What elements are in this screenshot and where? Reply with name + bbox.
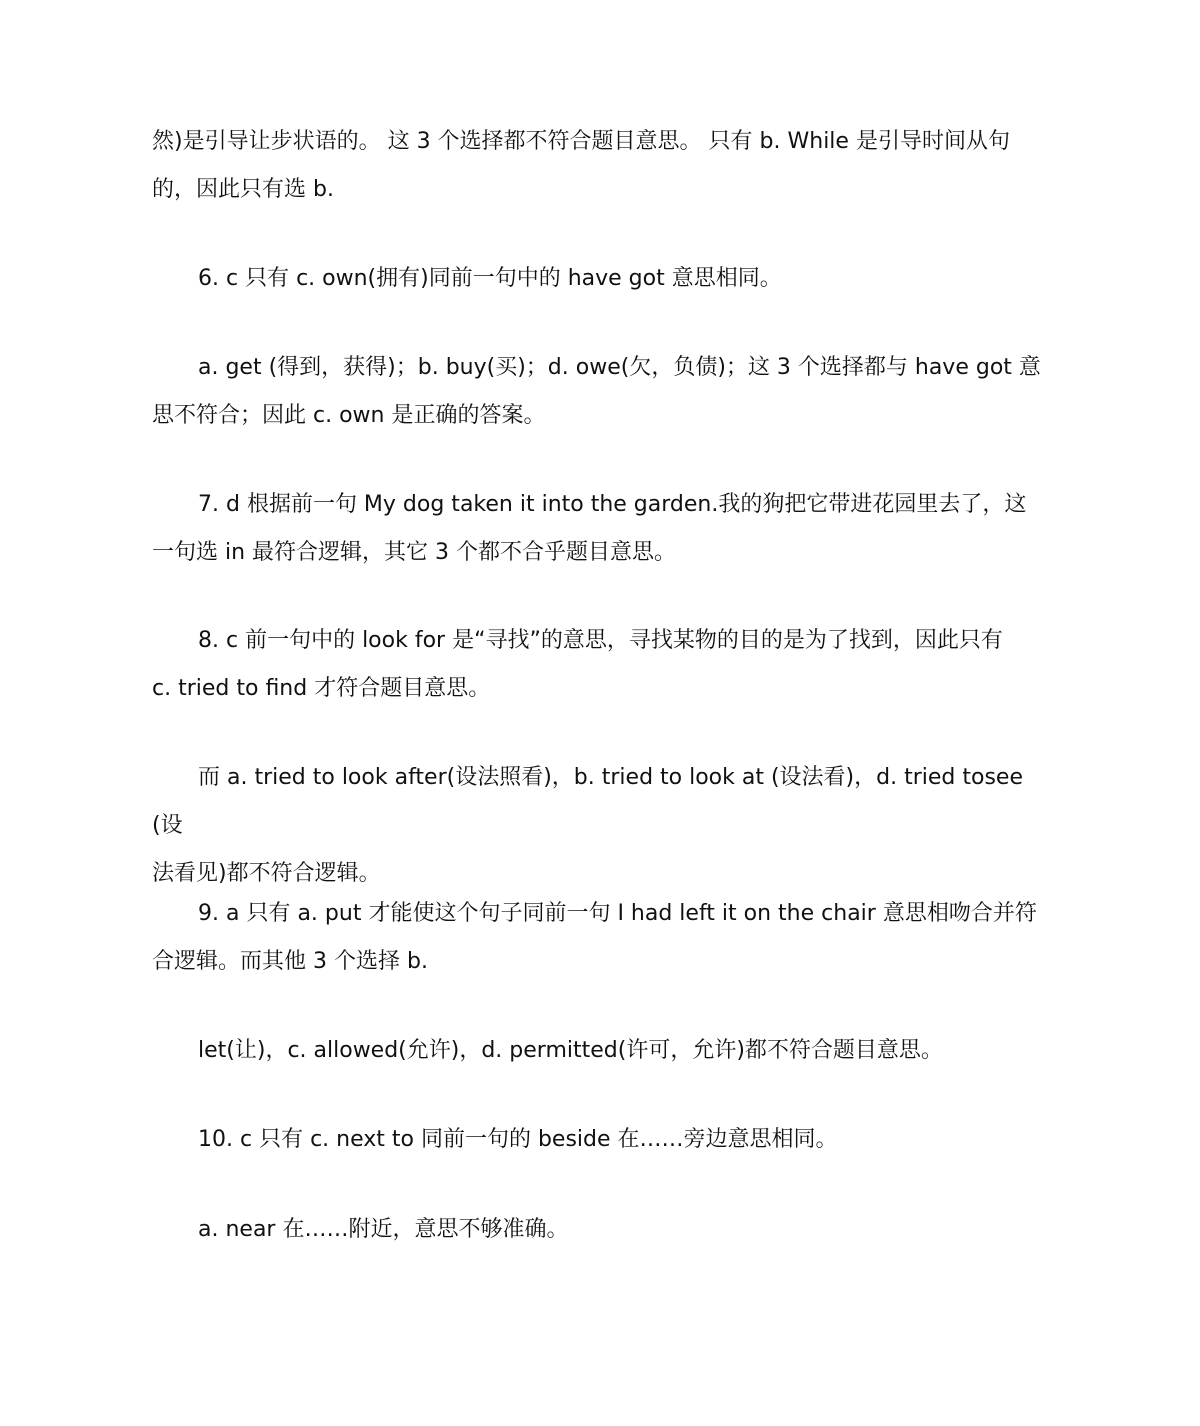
paragraph-answer-8 <box>152 617 1052 713</box>
text-line: 的，因此只有选 b. <box>152 177 334 202</box>
text-line-wrap <box>152 617 1052 665</box>
paragraph-answer-7 <box>152 481 1052 577</box>
text-line-wrap <box>152 1027 1052 1075</box>
text-line-wrap <box>152 1116 1052 1164</box>
paragraph-answer-10 <box>152 1116 1052 1164</box>
text-line-wrap <box>152 344 1052 392</box>
text-line: 7. d 根据前一句 My dog taken it into the garden.我的狗把它带进花园里去了，这 <box>198 492 1027 517</box>
text-line: let(让)，c. allowed(允许)，d. permitted(许可，允许)都不符合题目意思。 <box>198 1038 943 1063</box>
text-line-wrap <box>152 1206 1052 1254</box>
text-line: a. near 在……附近，意思不够准确。 <box>198 1217 569 1242</box>
text-line: 思不符合；因此 c. own 是正确的答案。 <box>152 403 546 428</box>
text-line-wrap <box>152 481 1052 529</box>
text-line: 9. a 只有 a. put 才能使这个句子同前一句 I had left it on the chair 意思相吻合并符 <box>198 901 1037 926</box>
text-line-wrap <box>152 754 1052 850</box>
paragraph-answer-9-explanation <box>152 1027 1052 1075</box>
text-line: 一句选 in 最符合逻辑，其它 3 个都不合乎题目意思。 <box>152 540 677 565</box>
text-line: 然)是引导让步状语的。 这 3 个选择都不符合题目意思。 只有 b. While 是引导时间从句 <box>152 129 1010 154</box>
paragraph-answer-10-explanation <box>152 1206 1052 1254</box>
paragraph-answer-6 <box>152 255 1052 303</box>
text-line: 10. c 只有 c. next to 同前一句的 beside 在……旁边意思相同。 <box>198 1127 838 1152</box>
text-line-wrap <box>152 890 1052 938</box>
text-line: 法看见)都不符合逻辑。 <box>152 861 381 886</box>
text-line-wrap <box>152 255 1052 303</box>
text-line: 合逻辑。而其他 3 个选择 b. <box>152 949 428 974</box>
paragraph-answer-6-explanation <box>152 344 1052 440</box>
text-line: c. tried to find 才符合题目意思。 <box>152 676 491 701</box>
text-line: 6. c 只有 c. own(拥有)同前一句中的 have got 意思相同。 <box>198 266 782 291</box>
text-line: a. get (得到，获得)；b. buy(买)；d. owe(欠，负债)；这 3 个选择都与 have got 意 <box>198 355 1041 380</box>
text-line: 8. c 前一句中的 look for 是“寻找”的意思，寻找某物的目的是为了找到，因此只有 <box>198 628 1003 653</box>
text-line: 而 a. tried to look after(设法照看)，b. tried to look at (设法看)，d. tried tosee (设 <box>152 765 1023 838</box>
paragraph-answer-9 <box>152 890 1052 986</box>
paragraph-continuation <box>152 118 1052 214</box>
paragraph-answer-8-explanation <box>152 754 1052 898</box>
